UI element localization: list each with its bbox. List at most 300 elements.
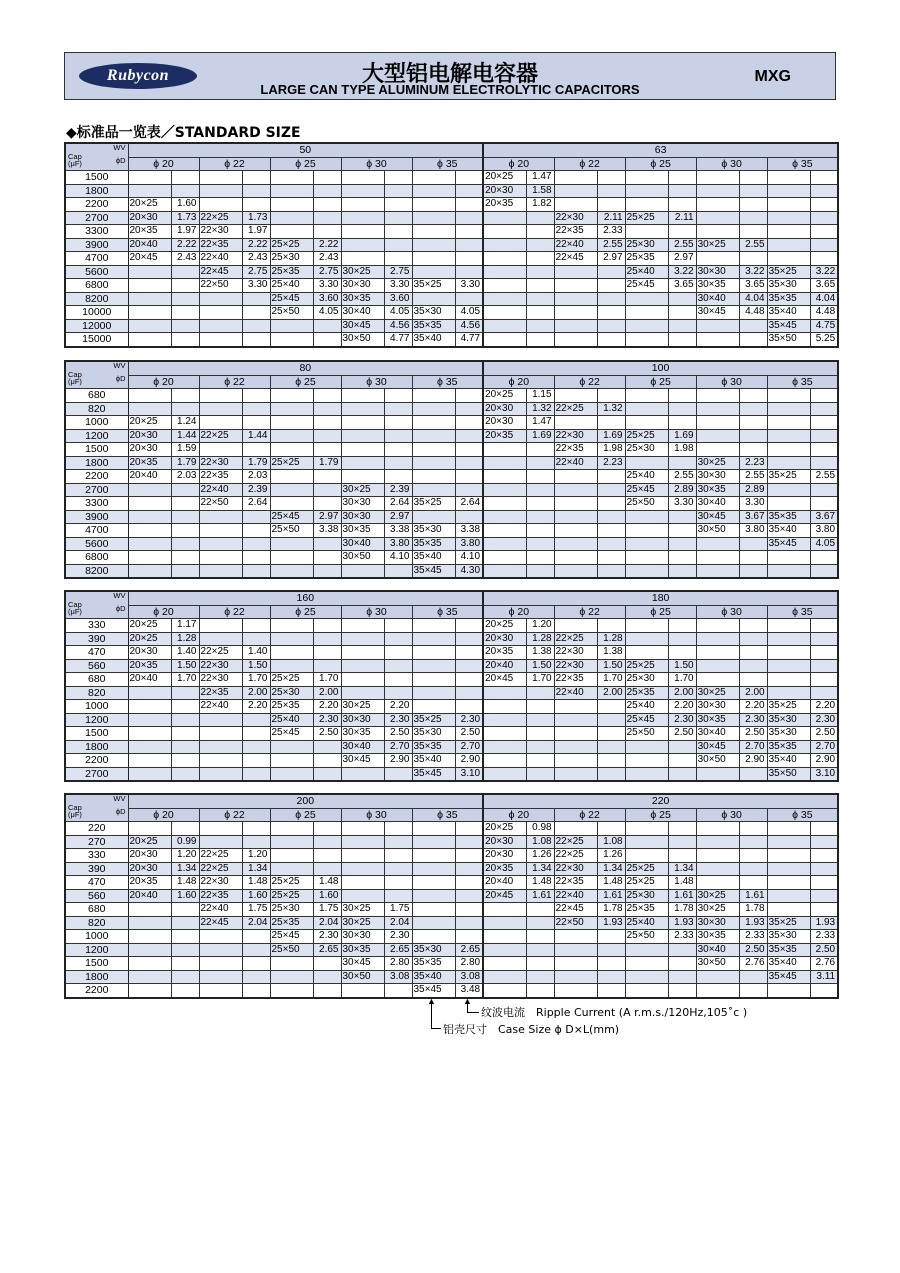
ripple-current-cell (668, 524, 696, 538)
case-size-cell (554, 279, 597, 293)
case-size-cell (128, 700, 171, 714)
ripple-current-cell (313, 497, 341, 511)
case-size-cell: 22×25 (199, 429, 242, 443)
case-size-cell: 35×40 (412, 551, 455, 565)
case-size-cell (625, 524, 668, 538)
ripple-current-cell: 2.55 (668, 470, 696, 484)
case-size-cell (412, 389, 455, 403)
case-size-cell (412, 849, 455, 863)
diameter-header: ϕ 25 (625, 808, 696, 822)
ripple-current-cell: 1.59 (171, 443, 199, 457)
ripple-current-cell: 2.89 (739, 483, 767, 497)
case-size-cell: 22×50 (554, 916, 597, 930)
ripple-current-cell (810, 429, 838, 443)
diameter-header: ϕ 35 (412, 157, 483, 171)
case-size-cell (128, 903, 171, 917)
case-size-cell (128, 279, 171, 293)
case-size-cell: 25×45 (625, 279, 668, 293)
case-size-cell: 20×30 (483, 402, 526, 416)
case-size-cell (625, 970, 668, 984)
case-size-cell (412, 443, 455, 457)
case-size-cell (554, 930, 597, 944)
case-size-cell (483, 930, 526, 944)
table-row (65, 849, 838, 863)
ripple-current-cell: 1.15 (526, 389, 554, 403)
case-size-cell: 25×40 (625, 700, 668, 714)
case-size-cell: 30×50 (696, 524, 739, 538)
case-size-cell (341, 429, 384, 443)
ripple-current-cell: 1.08 (597, 835, 625, 849)
ripple-current-cell: 2.97 (597, 252, 625, 266)
case-size-cell (199, 402, 242, 416)
cap-label: Cap (68, 152, 82, 161)
case-size-cell: 20×40 (483, 876, 526, 890)
case-size-cell (625, 619, 668, 633)
ripple-current-cell (597, 754, 625, 768)
ripple-current-cell: 2.43 (242, 252, 270, 266)
case-size-cell: 35×25 (412, 279, 455, 293)
case-size-cell: 35×40 (412, 970, 455, 984)
case-size-cell (341, 470, 384, 484)
ripple-current-cell: 3.30 (739, 497, 767, 511)
capacitance-cell: 8200 (65, 292, 128, 306)
ripple-current-cell: 1.60 (171, 198, 199, 212)
ripple-current-cell (810, 876, 838, 890)
wv-label: WV (113, 794, 126, 803)
ripple-current-cell (668, 957, 696, 971)
ripple-current-cell: 2.43 (313, 252, 341, 266)
ripple-current-cell (171, 483, 199, 497)
ripple-current-cell (313, 333, 341, 347)
case-size-cell (767, 225, 810, 239)
ripple-current-cell (313, 443, 341, 457)
case-size-cell: 35×40 (767, 524, 810, 538)
ripple-current-cell (171, 265, 199, 279)
case-size-cell (270, 619, 313, 633)
ripple-current-cell: 2.65 (384, 943, 412, 957)
ripple-current-cell (526, 740, 554, 754)
ripple-current-cell: 2.50 (739, 943, 767, 957)
case-size-cell (625, 957, 668, 971)
case-size-cell (199, 537, 242, 551)
diameter-header: ϕ 22 (554, 808, 625, 822)
unit-label: (μF) (68, 810, 82, 819)
diameter-header: ϕ 25 (625, 157, 696, 171)
ripple-current-cell: 2.55 (810, 470, 838, 484)
case-size-cell: 22×40 (554, 889, 597, 903)
case-size-cell (270, 429, 313, 443)
ripple-current-cell: 2.65 (313, 943, 341, 957)
case-size-cell (270, 957, 313, 971)
case-size-cell (412, 659, 455, 673)
ripple-current-cell: 4.04 (739, 292, 767, 306)
ripple-current-cell: 2.33 (668, 930, 696, 944)
ripple-current-cell: 1.48 (242, 876, 270, 890)
ripple-current-cell: 1.48 (668, 876, 696, 890)
ripple-current-cell (171, 537, 199, 551)
case-size-cell (270, 470, 313, 484)
ripple-current-cell (313, 957, 341, 971)
case-size-cell (199, 957, 242, 971)
ripple-current-cell: 1.40 (242, 646, 270, 660)
case-size-cell: 30×45 (696, 740, 739, 754)
case-size-cell: 25×45 (625, 713, 668, 727)
case-size-cell: 25×30 (625, 673, 668, 687)
case-size-cell (483, 319, 526, 333)
ripple-current-cell: 1.93 (739, 916, 767, 930)
ripple-current-cell: 4.77 (455, 333, 483, 347)
case-size-cell (128, 930, 171, 944)
ripple-current-cell (455, 822, 483, 836)
case-size-cell (199, 619, 242, 633)
ripple-current-cell (455, 225, 483, 239)
case-size-cell: 22×30 (199, 876, 242, 890)
ripple-current-cell (171, 497, 199, 511)
ripple-current-cell (242, 727, 270, 741)
table-row (65, 700, 838, 714)
ripple-current-cell (810, 402, 838, 416)
ripple-current-cell: 2.00 (242, 686, 270, 700)
case-size-cell (412, 822, 455, 836)
table-row (65, 416, 838, 430)
ripple-current-cell: 1.20 (526, 619, 554, 633)
case-size-cell (483, 754, 526, 768)
ripple-current-cell: 3.65 (810, 279, 838, 293)
ripple-current-cell: 1.34 (526, 862, 554, 876)
capacitor-table (64, 360, 839, 579)
series-code: MXG (754, 68, 791, 85)
ripple-current-cell (526, 524, 554, 538)
ripple-current-cell: 1.78 (597, 903, 625, 917)
diameter-header: ϕ 22 (554, 605, 625, 619)
case-size-cell: 20×35 (483, 198, 526, 212)
table-row (65, 456, 838, 470)
case-size-cell (696, 171, 739, 185)
ripple-current-cell (313, 211, 341, 225)
table-row (65, 727, 838, 741)
case-size-cell (412, 930, 455, 944)
case-size-cell (767, 171, 810, 185)
case-size-cell: 35×30 (767, 930, 810, 944)
ripple-current-cell (242, 754, 270, 768)
ripple-current-cell: 2.23 (739, 456, 767, 470)
case-size-cell (696, 211, 739, 225)
ripple-current-cell (668, 402, 696, 416)
ripple-current-cell: 1.69 (597, 429, 625, 443)
capacitance-cell: 1200 (65, 943, 128, 957)
ripple-current-cell: 1.40 (171, 646, 199, 660)
table-row (65, 943, 838, 957)
diameter-header: ϕ 35 (767, 808, 838, 822)
case-size-cell: 25×25 (270, 889, 313, 903)
case-size-cell: 25×25 (270, 238, 313, 252)
ripple-current-cell (739, 319, 767, 333)
ripple-current-cell (668, 646, 696, 660)
ripple-current-cell (171, 903, 199, 917)
ripple-current-cell (739, 659, 767, 673)
case-size-cell: 20×40 (128, 238, 171, 252)
ripple-current-cell (810, 184, 838, 198)
capacitance-cell: 2700 (65, 483, 128, 497)
case-size-cell (483, 564, 526, 578)
case-size-cell: 20×30 (483, 849, 526, 863)
capacitance-cell: 270 (65, 835, 128, 849)
ripple-current-cell: 1.47 (526, 171, 554, 185)
ripple-arrow-icon: ▲ (463, 996, 472, 1006)
capacitance-cell: 3300 (65, 225, 128, 239)
case-size-cell (483, 700, 526, 714)
case-size-cell (270, 835, 313, 849)
case-size-cell: 35×35 (767, 740, 810, 754)
case-size-cell (341, 211, 384, 225)
case-size-cell: 20×40 (128, 673, 171, 687)
case-size-cell (270, 389, 313, 403)
case-size-cell (270, 497, 313, 511)
case-size-cell: 22×30 (199, 225, 242, 239)
ripple-current-cell: 2.04 (313, 916, 341, 930)
ripple-current-cell (739, 767, 767, 781)
case-size-cell: 35×45 (412, 984, 455, 998)
ripple-current-cell: 1.93 (597, 916, 625, 930)
ripple-current-cell (242, 632, 270, 646)
ripple-current-cell: 1.70 (668, 673, 696, 687)
ripple-current-cell: 3.80 (810, 524, 838, 538)
case-size-cell (341, 619, 384, 633)
case-size-cell (483, 767, 526, 781)
case-size-cell: 20×45 (128, 252, 171, 266)
ripple-current-cell (810, 456, 838, 470)
case-size-cell (128, 984, 171, 998)
ripple-current-cell: 0.99 (171, 835, 199, 849)
case-size-cell (483, 497, 526, 511)
ripple-current-cell: 1.38 (597, 646, 625, 660)
case-size-cell: 25×25 (625, 211, 668, 225)
ripple-current-cell (526, 456, 554, 470)
diameter-header: ϕ 35 (412, 375, 483, 389)
table-row (65, 930, 838, 944)
case-size-cell: 30×45 (341, 754, 384, 768)
case-size-cell: 25×25 (625, 862, 668, 876)
ripple-current-cell: 2.03 (242, 470, 270, 484)
ripple-current-cell: 1.48 (313, 876, 341, 890)
case-size-cell: 20×35 (128, 876, 171, 890)
ripple-current-cell (668, 389, 696, 403)
case-size-cell (483, 916, 526, 930)
case-size-cell (128, 564, 171, 578)
case-size-cell: 35×30 (412, 306, 455, 320)
ripple-current-cell (526, 537, 554, 551)
case-size-cell: 20×25 (128, 632, 171, 646)
case-size-cell (128, 510, 171, 524)
ripple-current-cell (668, 537, 696, 551)
diameter-header: ϕ 25 (270, 375, 341, 389)
case-size-cell (341, 171, 384, 185)
case-size-cell: 20×45 (483, 673, 526, 687)
ripple-current-cell (810, 225, 838, 239)
corner-cell (65, 591, 128, 619)
case-size-cell: 25×45 (270, 727, 313, 741)
case-size-cell: 35×35 (412, 957, 455, 971)
table-row (65, 470, 838, 484)
ripple-current-cell: 4.05 (455, 306, 483, 320)
case-size-cell (625, 835, 668, 849)
ripple-current-cell: 5.25 (810, 333, 838, 347)
ripple-current-cell (171, 184, 199, 198)
table-row (65, 686, 838, 700)
ripple-current-cell: 2.20 (384, 700, 412, 714)
ripple-current-cell (313, 429, 341, 443)
case-size-cell (412, 184, 455, 198)
case-size-cell (270, 822, 313, 836)
case-size-cell: 30×40 (696, 943, 739, 957)
ripple-current-cell (597, 389, 625, 403)
capacitance-cell: 820 (65, 686, 128, 700)
case-size-cell: 22×40 (199, 252, 242, 266)
ripple-current-cell: 2.39 (242, 483, 270, 497)
case-size-cell (341, 862, 384, 876)
ripple-current-cell: 1.20 (242, 849, 270, 863)
ripple-current-cell: 2.64 (455, 497, 483, 511)
case-size-cell (341, 659, 384, 673)
ripple-current-cell: 4.77 (384, 333, 412, 347)
ripple-current-cell (313, 198, 341, 212)
ripple-current-cell (668, 943, 696, 957)
ripple-current-cell: 3.65 (739, 279, 767, 293)
case-size-cell (554, 171, 597, 185)
ripple-current-cell (384, 876, 412, 890)
ripple-current-cell (242, 306, 270, 320)
ripple-current-cell (455, 903, 483, 917)
ripple-current-cell (455, 443, 483, 457)
table-row (65, 889, 838, 903)
ripple-current-cell: 2.50 (739, 727, 767, 741)
ripple-current-cell: 1.44 (242, 429, 270, 443)
ripple-current-cell: 1.98 (597, 443, 625, 457)
ripple-current-cell (242, 984, 270, 998)
ripple-current-cell (810, 903, 838, 917)
ripple-current-cell (455, 389, 483, 403)
ripple-current-cell: 1.50 (526, 659, 554, 673)
case-size-cell: 22×30 (199, 659, 242, 673)
ripple-current-cell (455, 402, 483, 416)
case-size-cell: 22×35 (554, 225, 597, 239)
ripple-current-cell: 2.20 (810, 700, 838, 714)
case-size-cell: 20×25 (128, 619, 171, 633)
case-size-cell (412, 171, 455, 185)
case-size-cell (270, 984, 313, 998)
ripple-current-cell (810, 659, 838, 673)
ripple-current-cell (313, 564, 341, 578)
ripple-current-cell (739, 551, 767, 565)
case-size-cell (341, 849, 384, 863)
ripple-current-cell: 2.30 (810, 713, 838, 727)
diameter-header: ϕ 20 (483, 808, 554, 822)
diameter-header: ϕ 30 (696, 808, 767, 822)
case-size-cell: 20×30 (128, 211, 171, 225)
ripple-current-cell (526, 930, 554, 944)
table-row (65, 632, 838, 646)
ripple-current-cell: 2.11 (668, 211, 696, 225)
diameter-header: ϕ 30 (696, 375, 767, 389)
case-size-cell (128, 916, 171, 930)
ripple-current-cell: 2.50 (455, 727, 483, 741)
diameter-header: ϕ 22 (554, 157, 625, 171)
case-size-cell: 30×50 (696, 957, 739, 971)
ripple-current-cell: 2.20 (242, 700, 270, 714)
case-size-cell: 25×50 (625, 930, 668, 944)
ripple-current-cell (171, 943, 199, 957)
ripple-current-cell (526, 483, 554, 497)
case-size-cell: 30×45 (696, 510, 739, 524)
capacitance-cell: 1200 (65, 713, 128, 727)
case-size-cell (128, 292, 171, 306)
case-size-cell (625, 292, 668, 306)
ripple-current-cell (455, 700, 483, 714)
case-size-cell (341, 889, 384, 903)
diameter-header: ϕ 22 (199, 375, 270, 389)
case-size-cell (767, 862, 810, 876)
case-size-cell (341, 402, 384, 416)
case-size-cell (199, 754, 242, 768)
ripple-current-cell (526, 265, 554, 279)
ripple-current-cell (384, 889, 412, 903)
ripple-current-cell (313, 767, 341, 781)
case-size-cell (554, 524, 597, 538)
ripple-current-cell (384, 673, 412, 687)
ripple-current-cell: 4.04 (810, 292, 838, 306)
ripple-current-cell: 2.55 (597, 238, 625, 252)
case-size-cell (412, 198, 455, 212)
ripple-current-cell: 1.97 (171, 225, 199, 239)
case-size-cell (412, 470, 455, 484)
voltage-header: 160 (128, 591, 483, 605)
ripple-current-cell: 2.00 (313, 686, 341, 700)
case-size-cell: 30×50 (341, 333, 384, 347)
ripple-current-cell (171, 333, 199, 347)
case-size-cell: 35×50 (767, 767, 810, 781)
case-size-cell (128, 524, 171, 538)
case-size-cell (483, 279, 526, 293)
ripple-current-cell: 2.50 (810, 943, 838, 957)
ripple-current-cell (171, 916, 199, 930)
case-size-cell (412, 632, 455, 646)
case-size-cell (412, 225, 455, 239)
ripple-current-cell: 1.69 (526, 429, 554, 443)
case-size-cell: 35×35 (412, 537, 455, 551)
case-size-cell (767, 443, 810, 457)
case-pointer-h (431, 1028, 441, 1029)
case-size-cell (625, 849, 668, 863)
case-size-cell: 22×40 (199, 700, 242, 714)
capacitance-cell: 560 (65, 889, 128, 903)
case-size-cell (199, 551, 242, 565)
ripple-current-cell (171, 319, 199, 333)
ripple-current-cell (810, 849, 838, 863)
ripple-current-cell: 1.38 (526, 646, 554, 660)
ripple-current-cell (810, 443, 838, 457)
case-size-cell: 30×30 (696, 916, 739, 930)
case-size-cell: 30×40 (341, 740, 384, 754)
case-size-cell (341, 984, 384, 998)
case-size-cell (199, 389, 242, 403)
case-size-cell (128, 727, 171, 741)
ripple-current-cell: 3.30 (242, 279, 270, 293)
ripple-current-cell: 1.70 (597, 673, 625, 687)
ripple-current-cell (171, 822, 199, 836)
case-size-cell: 20×30 (483, 184, 526, 198)
case-size-cell: 30×25 (341, 903, 384, 917)
ripple-current-cell (739, 862, 767, 876)
